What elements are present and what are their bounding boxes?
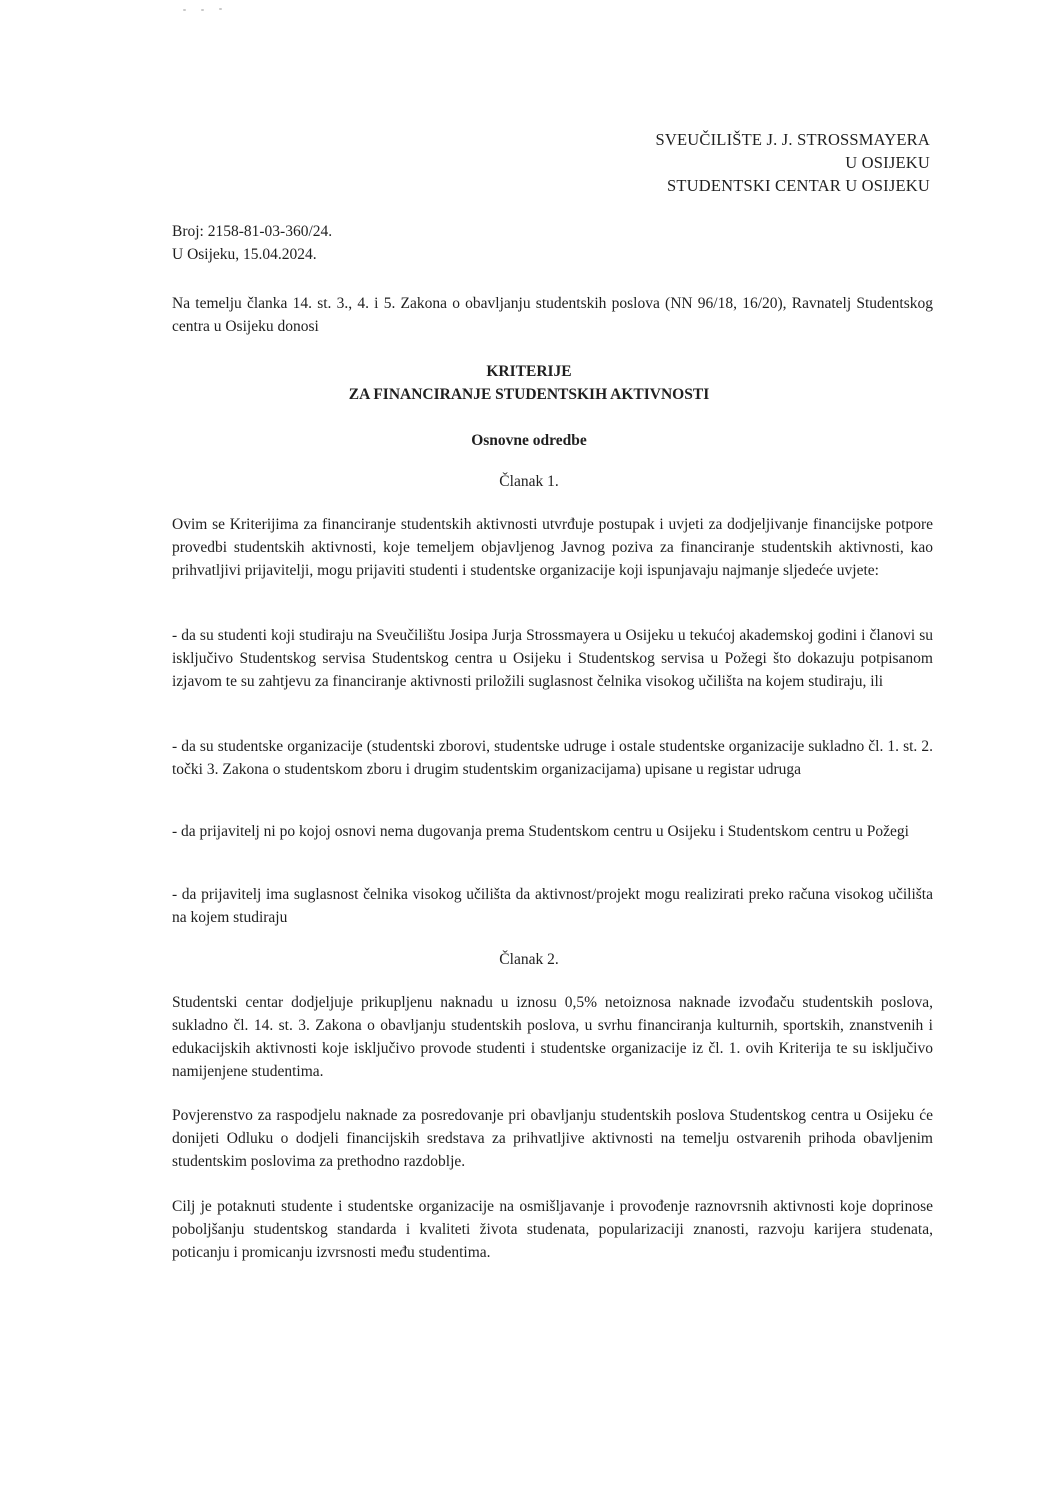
reference-number: Broj: 2158-81-03-360/24. xyxy=(172,223,333,240)
header-line-city: U OSIJEKU xyxy=(845,153,930,172)
place-date: U Osijeku, 15.04.2024. xyxy=(172,246,317,263)
header-line-center: STUDENTSKI CENTAR U OSIJEKU xyxy=(666,176,930,195)
article-1-condition-1: - da su studenti koji studiraju na Sveučilištu Josipa Jurja Strossmayera u Osijeku u tekućoj akademskoj godini i članovi su isključivo Studentskog servisa Studentskog centra u Osijeku i Studentskog servisa u Požegi što dokazuju potpisanom izjavom te su zahtjevu za financiranje aktivnosti priložili suglasnost čelnika visokog učilišta na kojem studiraju, ili xyxy=(172,627,933,690)
document-title-line1: KRITERIJE xyxy=(486,363,572,380)
article-1-condition-3: - da prijavitelj ni po kojoj osnovi nema dugovanja prema Studentskom centru u Osijeku i Studentskom centru u Požegi xyxy=(172,823,909,840)
institution-header xyxy=(656,128,930,197)
intro-paragraph: Na temelju članka 14. st. 3., 4. i 5. Zakona o obavljanju studentskih poslova (NN 96/18, 16/20), Ravnatelj Studentskog centra u Osijeku donosi xyxy=(172,295,933,335)
article-2-heading: Članak 2. xyxy=(499,951,559,968)
header-line-university: SVEUČILIŠTE J. J. STROSSMAYERA xyxy=(655,130,930,149)
document-meta xyxy=(172,220,332,266)
article-2-paragraph-2: Povjerenstvo za raspodjelu naknade za posredovanje pri obavljanju studentskih poslova Studentskog centra u Osijeku će donijeti Odluku o dodjeli financijskih sredstava za prihvatljive aktivnosti na temelju ostvarenih prihoda obavljenim studentskim poslovima za prethodno razdoblje. xyxy=(172,1107,933,1170)
article-1-condition-2: - da su studentske organizacije (studentski zborovi, studentske udruge i ostale studentske organizacije sukladno čl. 1. st. 2. točki 3. Zakona o studentskom zboru i drugim studentskim organizacijama) upisane u registar udruga xyxy=(172,738,933,778)
article-1-condition-4: - da prijavitelj ima suglasnost čelnika visokog učilišta da aktivnost/projekt mogu realizirati preko računa visokog učilišta na kojem studiraju xyxy=(172,886,933,926)
scan-artifact xyxy=(183,9,186,11)
scan-artifact xyxy=(219,8,222,10)
document-title-line2: ZA FINANCIRANJE STUDENTSKIH AKTIVNOSTI xyxy=(348,386,710,403)
article-1-paragraph: Ovim se Kriterijima za financiranje studentskih aktivnosti utvrđuje postupak i uvjeti za dodjeljivanje financijske potpore provedbi studentskih aktivnosti, koje temeljem objavljenog Javnog poziva za financiranje studentskih aktivnosti, kao prihvatljivi prijavitelji, mogu prijaviti studenti i studentske organizacije koji ispunjavaju najmanje sljedeće uvjete: xyxy=(172,516,933,579)
section-heading: Osnovne odredbe xyxy=(471,432,587,449)
article-1-heading: Članak 1. xyxy=(499,473,559,490)
article-2-paragraph-3: Cilj je potaknuti studente i studentske organizacije na osmišljavanje i provođenje raznovrsnih aktivnosti koje doprinose poboljšanju studentskog standarda i kvaliteti života studenata, popularizaciji znanosti, razvoju karijera studenata, poticanju i promicanju izvrsnosti među studentima. xyxy=(172,1198,933,1261)
scan-artifact xyxy=(201,9,204,11)
article-2-paragraph-1: Studentski centar dodjeljuje prikupljenu naknadu u iznosu 0,5% netoiznosa naknade izvođaču studentskih poslova, sukladno čl. 14. st. 3. Zakona o obavljanju studentskih poslova, u svrhu financiranja kulturnih, sportskih, znanstvenih i edukacijskih aktivnosti koje isključivo provode studenti i studentske organizacije iz čl. 1. ovih Kriterija te su isključivo namijenjene studentima. xyxy=(172,994,933,1080)
